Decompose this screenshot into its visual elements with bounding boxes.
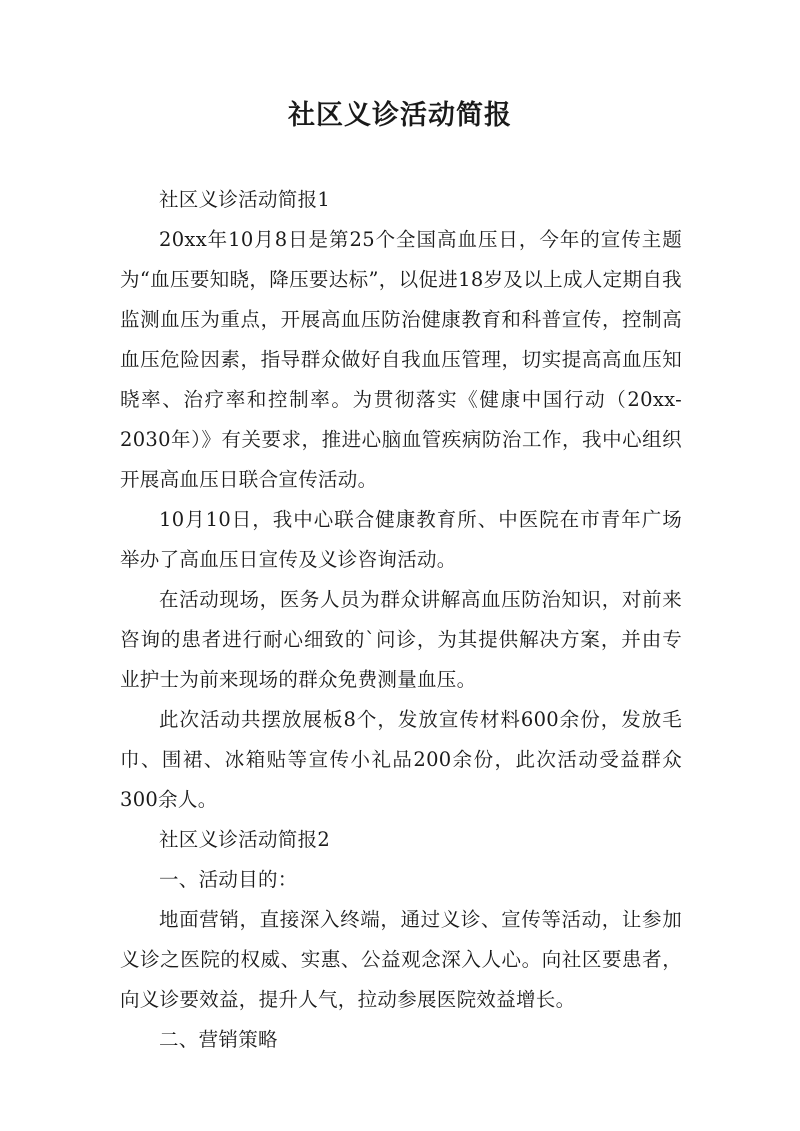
paragraph-report-1-heading: 社区义诊活动简报1 (159, 188, 331, 211)
document-body (120, 180, 682, 1060)
paragraph-hypertension-day-intro: 20xx年10月8日是第25个全国高血压日，今年的宣传主题为“血压要知晓，降压要达标”，以促进18岁及以上成人定期自我监测血压为重点，开展高血压防治健康教育和科普宣传，控制高血压危险因素，指导群众做好自我血压管理，切实提高高血压知晓率、治疗率和控制率。为贯彻落实《健康中国行动（20xx-2030年）》有关要求，推进心脑血管疾病防治工作，我中心组织开展高血压日联合宣传活动。 (120, 228, 682, 491)
document-title: 社区义诊活动简报 (288, 100, 512, 131)
paragraph-section-purpose-heading: 一、活动目的： (159, 868, 298, 891)
paragraph-report-2-heading: 社区义诊活动简报2 (159, 828, 331, 851)
paragraph-section-strategy-heading: 二、营销策略 (159, 1028, 278, 1051)
paragraph-event-statistics: 此次活动共摆放展板8个，发放宣传材料600余份，发放毛巾、围裙、冰箱贴等宣传小礼品200余份，此次活动受益群众300余人。 (120, 708, 682, 811)
paragraph-event-location: 10月10日，我中心联合健康教育所、中医院在市青年广场举办了高血压日宣传及义诊咨询活动。 (120, 508, 682, 571)
paragraph-purpose-body: 地面营销，直接深入终端，通过义诊、宣传等活动，让参加义诊之医院的权威、实惠、公益观念深入人心。向社区要患者，向义诊要效益，提升人气，拉动参展医院效益增长。 (120, 908, 682, 1011)
paragraph-onsite-activities: 在活动现场，医务人员为群众讲解高血压防治知识，对前来咨询的患者进行耐心细致的`问诊，为其提供解决方案，并由专业护士为前来现场的群众免费测量血压。 (120, 588, 682, 691)
